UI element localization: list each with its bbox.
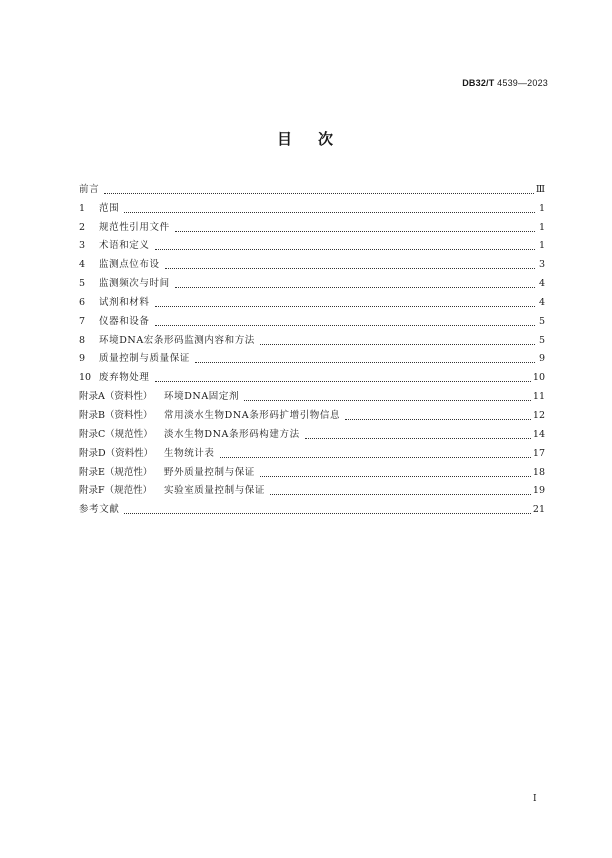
- toc-entry-page: 19: [532, 485, 545, 497]
- toc-entry-title: 废弃物处理: [99, 372, 150, 384]
- toc-entry-section-8[interactable]: [79, 329, 545, 348]
- toc-entry-title: 前言: [79, 183, 100, 195]
- toc-entry-section-6[interactable]: [79, 291, 545, 310]
- toc-entry-title: 淡水生物DNA条形码构建方法: [164, 428, 300, 440]
- toc-entry-title: 范围: [99, 202, 120, 214]
- toc-entry-number: 3: [79, 240, 86, 252]
- toc-entry-title: 质量控制与质量保证: [99, 353, 190, 365]
- toc-entry-section-4[interactable]: [79, 253, 545, 272]
- toc-entry-title: 野外质量控制与保证: [164, 466, 255, 478]
- toc-entry-page: 5: [538, 334, 545, 346]
- toc-entry-number: 6: [79, 296, 86, 308]
- toc-leader-dots: [345, 418, 531, 420]
- page-title-part-2: 次: [318, 130, 336, 148]
- toc-entry-number: 10: [79, 372, 92, 384]
- toc-entry-page: 10: [532, 372, 545, 384]
- toc-entry-title: 术语和定义: [99, 240, 150, 252]
- toc-leader-dots: [260, 475, 531, 477]
- toc-entry-number: 7: [79, 315, 86, 327]
- toc-entry-page: 17: [532, 447, 545, 459]
- toc-entry-section-1[interactable]: [79, 197, 545, 216]
- toc-leader-dots: [244, 399, 531, 401]
- toc-entry-page: 12: [532, 409, 545, 421]
- toc-entry-appendix-d[interactable]: [79, 442, 545, 461]
- toc-entry-title: 实验室质量控制与保证: [164, 485, 266, 497]
- page-title: [0, 128, 612, 149]
- toc-entry-page: 1: [538, 202, 545, 214]
- toc-entry-number: 1: [79, 202, 86, 214]
- toc-leader-dots: [155, 324, 535, 326]
- toc-leader-dots: [165, 267, 535, 269]
- toc-entry-title: 仪器和设备: [99, 315, 150, 327]
- toc-entry-page: 14: [532, 428, 545, 440]
- toc-entry-title: 规范性引用文件: [99, 221, 170, 233]
- toc-entry-appendix-e[interactable]: [79, 461, 545, 480]
- toc-entry-title: 监测频次与时间: [99, 278, 170, 290]
- toc-entry-page: 5: [538, 315, 545, 327]
- document-code: [462, 78, 548, 88]
- toc-leader-dots: [260, 343, 535, 345]
- toc-entry-number: 9: [79, 353, 86, 365]
- document-code-number: 4539—2023: [494, 78, 548, 88]
- toc-entry-references[interactable]: [79, 498, 545, 517]
- toc-entry-number: 8: [79, 334, 86, 346]
- toc-entry-page: 4: [538, 296, 545, 308]
- document-code-prefix: DB32/T: [462, 78, 495, 88]
- toc-entry-title: 常用淡水生物DNA条形码扩增引物信息: [164, 409, 341, 421]
- toc-entry-title: 环境DNA固定剂: [164, 391, 240, 403]
- toc-leader-dots: [270, 493, 531, 495]
- toc-entry-appendix-b[interactable]: [79, 404, 545, 423]
- toc-leader-dots: [305, 437, 531, 439]
- toc-entry-appendix-label: 附录A（资料性）: [79, 391, 153, 403]
- toc-leader-dots: [124, 512, 531, 514]
- toc-entry-section-10[interactable]: [79, 366, 545, 385]
- toc-leader-dots: [220, 456, 531, 458]
- toc-entry-foreword[interactable]: [79, 178, 545, 197]
- toc-entry-appendix-label: 附录E（规范性）: [79, 466, 153, 478]
- toc-entry-appendix-label: 附录F（规范性）: [79, 485, 153, 497]
- toc-entry-appendix-label: 附录B（资料性）: [79, 409, 153, 421]
- toc-entry-number: 4: [79, 259, 86, 271]
- toc-entry-title: 试剂和材料: [99, 296, 150, 308]
- toc-entry-section-2[interactable]: [79, 216, 545, 235]
- toc-entry-page: 1: [538, 240, 545, 252]
- toc-leader-dots: [124, 211, 535, 213]
- toc-entry-title: 生物统计表: [164, 447, 215, 459]
- toc-entry-section-3[interactable]: [79, 235, 545, 254]
- toc-entry-appendix-label: 附录D（资料性）: [79, 447, 154, 459]
- toc-entry-page: 21: [532, 504, 545, 516]
- toc-leader-dots: [155, 305, 535, 307]
- footer-page-number: I: [533, 794, 537, 804]
- toc-entry-appendix-a[interactable]: [79, 385, 545, 404]
- toc-entry-page: 3: [538, 259, 545, 271]
- toc-entry-appendix-c[interactable]: [79, 423, 545, 442]
- toc-entry-section-7[interactable]: [79, 310, 545, 329]
- toc-entry-title: 环境DNA宏条形码监测内容和方法: [99, 334, 255, 346]
- toc-leader-dots: [175, 230, 535, 232]
- table-of-contents: [79, 178, 545, 517]
- toc-entry-number: 5: [79, 278, 86, 290]
- toc-leader-dots: [175, 286, 535, 288]
- toc-entry-number: 2: [79, 221, 86, 233]
- toc-entry-title: 参考文献: [79, 504, 120, 516]
- toc-entry-page: 11: [532, 391, 545, 403]
- toc-entry-page: Ⅲ: [535, 183, 545, 195]
- toc-leader-dots: [195, 361, 535, 363]
- toc-entry-appendix-f[interactable]: [79, 480, 545, 499]
- toc-leader-dots: [155, 380, 531, 382]
- toc-entry-page: 18: [532, 466, 545, 478]
- toc-entry-page: 9: [538, 353, 545, 365]
- toc-leader-dots: [155, 248, 535, 250]
- toc-entry-section-5[interactable]: [79, 272, 545, 291]
- toc-entry-page: 4: [538, 278, 545, 290]
- toc-leader-dots: [104, 192, 534, 194]
- toc-entry-title: 监测点位布设: [99, 259, 160, 271]
- toc-entry-section-9[interactable]: [79, 348, 545, 367]
- page-title-part-1: 目: [276, 130, 294, 148]
- toc-entry-page: 1: [538, 221, 545, 233]
- toc-entry-appendix-label: 附录C（规范性）: [79, 428, 153, 440]
